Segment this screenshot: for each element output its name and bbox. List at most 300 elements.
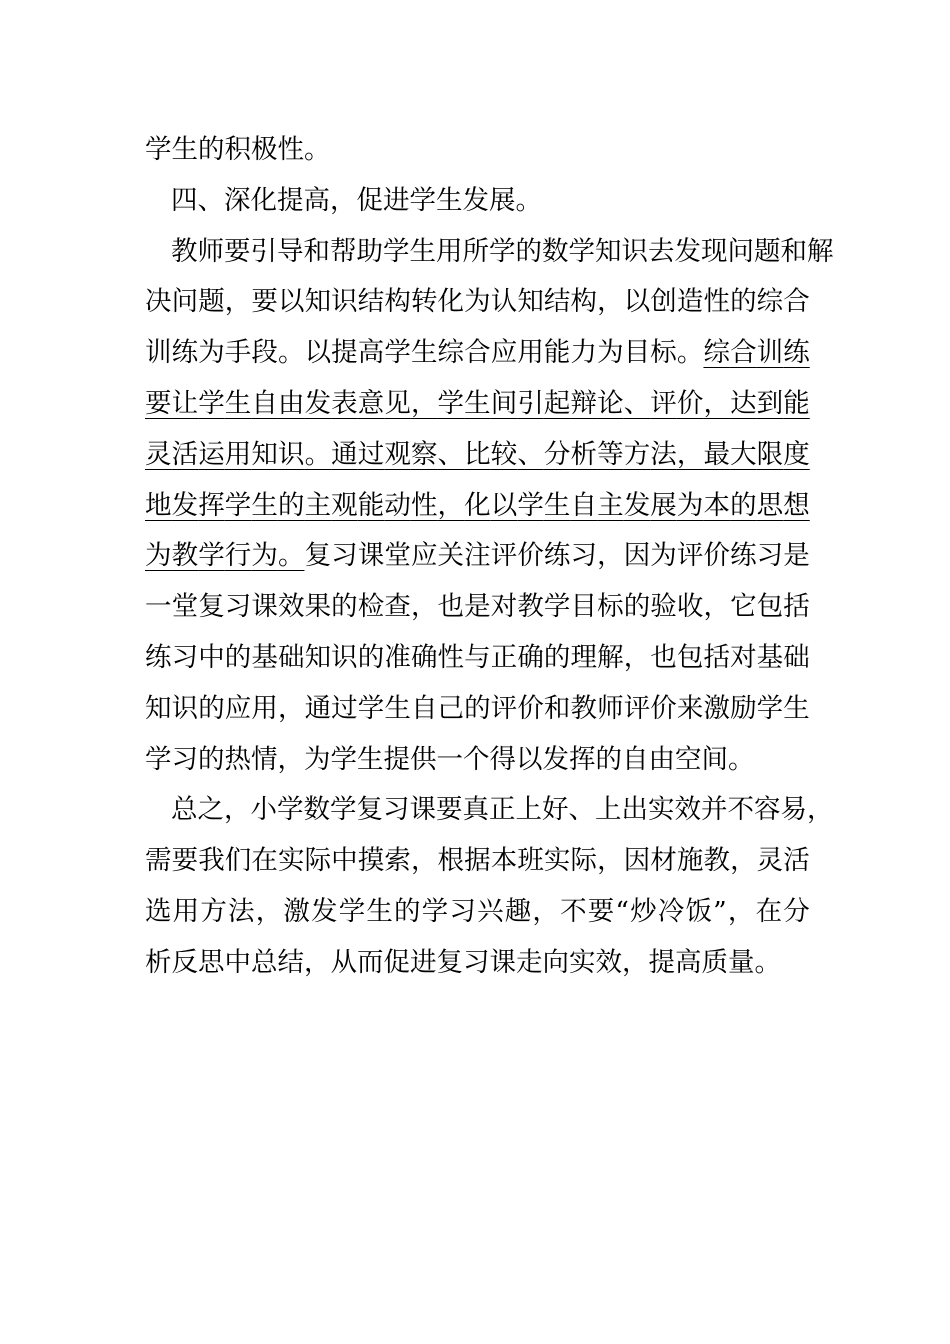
text-line (145, 633, 810, 684)
text-char: ， (807, 794, 834, 826)
text-char: 索 (384, 845, 411, 877)
text-char: ， (330, 184, 357, 216)
text-char: 、 (568, 794, 595, 826)
underlined-char: 生 (224, 387, 252, 419)
text-char: 趣 (504, 895, 532, 927)
underlined-char: 论 (597, 387, 624, 419)
text-char: 饭 (685, 895, 712, 927)
underlined-char: 让 (171, 387, 199, 419)
text-char: 过 (331, 692, 358, 724)
text-char: 选 (145, 895, 172, 927)
underlined-char: ， (676, 438, 704, 470)
text-char: 它 (730, 591, 757, 623)
text-char: 用 (517, 337, 544, 369)
text-char: ， (224, 286, 252, 318)
text-char: 向 (542, 946, 569, 978)
text-char: 习 (224, 591, 252, 623)
underlined-char: 的 (730, 489, 757, 521)
text-line (145, 328, 810, 379)
text-char: 确 (517, 641, 544, 673)
text-char: 用 (251, 692, 278, 724)
underlined-char: 限 (756, 438, 784, 470)
text-char: 、 (197, 184, 224, 216)
text-char: 生 (783, 692, 810, 724)
text-char: 要 (171, 845, 199, 877)
underlined-char: 训 (756, 337, 784, 369)
text-char: 复 (356, 794, 383, 826)
text-char: 深 (224, 184, 251, 216)
text-char: 基 (251, 641, 278, 673)
text-char: 高 (675, 946, 702, 978)
text-char: 。 (277, 337, 305, 369)
text-char: 据 (464, 845, 491, 877)
underlined-char: 到 (756, 387, 784, 419)
text-char: 目 (623, 337, 651, 369)
text-char: ， (727, 895, 755, 927)
text-char: 导 (277, 235, 304, 267)
text-char: 包 (756, 591, 784, 623)
text-char: 括 (703, 641, 730, 673)
underlined-char: 生 (251, 489, 278, 521)
text-char: 根 (437, 845, 465, 877)
text-char: 性 (277, 134, 304, 165)
text-char: 一 (436, 743, 463, 775)
text-line (145, 938, 810, 989)
text-char: 通 (304, 692, 332, 724)
underlined-char: 过 (357, 438, 385, 470)
text-char: ， (730, 845, 757, 877)
text-char: 复 (304, 540, 332, 572)
text-char: 应 (490, 337, 518, 369)
underlined-char: 灵 (145, 438, 172, 470)
text-char: 促 (383, 946, 410, 978)
text-char: 题 (198, 286, 225, 318)
text-line (145, 379, 810, 430)
text-char: 实 (277, 845, 305, 877)
text-line (145, 430, 810, 481)
underlined-char: 发 (171, 489, 199, 521)
text-char: 之 (197, 794, 224, 826)
underlined-char: 发 (304, 387, 332, 419)
text-char: 的 (623, 591, 651, 623)
text-char: 为 (198, 337, 225, 369)
underlined-char: 生 (543, 489, 571, 521)
text-char: ， (255, 895, 283, 927)
text-char: 效 (595, 946, 622, 978)
text-char: 识 (621, 235, 648, 267)
text-char: 评 (490, 540, 518, 572)
underlined-char: 想 (783, 489, 810, 521)
text-char: 学 (409, 184, 436, 216)
text-char: 炒 (630, 895, 657, 927)
text-char: 学 (145, 134, 172, 165)
text-char: 极 (251, 134, 278, 165)
text-char: 学 (384, 337, 411, 369)
text-char: 学 (756, 692, 784, 724)
text-char: 效 (277, 591, 305, 623)
text-char: 问 (171, 286, 199, 318)
text-char: 验 (650, 591, 677, 623)
underlined-char: ， (703, 387, 730, 419)
text-char: 习 (756, 540, 784, 572)
text-char: 基 (756, 641, 784, 673)
text-char: 标 (597, 591, 624, 623)
text-char: 容 (754, 794, 781, 826)
underlined-char: 为 (676, 489, 704, 521)
text-char: 的 (198, 743, 225, 775)
text-char: 习 (171, 743, 198, 775)
text-char: 要 (587, 895, 615, 927)
text-char: 用 (436, 235, 463, 267)
underlined-char: 观 (384, 438, 411, 470)
text-char: 不 (560, 895, 587, 927)
underlined-char: 综 (703, 337, 730, 369)
text-char: 转 (410, 286, 438, 318)
text-char: 的 (543, 641, 571, 673)
text-char: 本 (490, 845, 518, 877)
text-char: 是 (464, 591, 491, 623)
text-char: 评 (676, 540, 704, 572)
text-char: 生 (409, 235, 436, 267)
underlined-char: 主 (597, 489, 624, 521)
text-char: 。 (515, 184, 542, 216)
text-char: 应 (224, 692, 252, 724)
text-line (145, 531, 810, 582)
text-char: 生 (384, 692, 411, 724)
text-char: 问 (727, 235, 754, 267)
text-char: 础 (783, 641, 810, 673)
underlined-char: 以 (490, 489, 518, 521)
text-char: 量 (728, 946, 755, 978)
text-char: 的 (198, 134, 225, 165)
text-char: 知 (517, 286, 544, 318)
underlined-char: 大 (730, 438, 757, 470)
underlined-char: 见 (384, 387, 411, 419)
text-char: 习 (331, 540, 358, 572)
underlined-char: 评 (650, 387, 677, 419)
text-char: 理 (570, 641, 597, 673)
text-char: 应 (410, 540, 438, 572)
text-char: 包 (676, 641, 704, 673)
text-char: 解 (807, 235, 834, 267)
text-char: 进 (383, 184, 410, 216)
text-char: 题 (754, 235, 781, 267)
text-line (145, 481, 810, 532)
text-char: 也 (437, 591, 465, 623)
text-char: 冷 (657, 895, 685, 927)
underlined-char: 教 (171, 540, 199, 572)
text-char: 课 (489, 946, 516, 978)
underlined-char: 通 (331, 438, 358, 470)
text-char: 的 (331, 591, 358, 623)
underlined-char: 间 (490, 387, 518, 419)
text-char: 为 (597, 337, 624, 369)
text-char: 发 (674, 235, 701, 267)
text-char: 的 (595, 743, 622, 775)
text-char: 结 (543, 286, 571, 318)
underlined-char: 辩 (570, 387, 597, 419)
text-char: 也 (650, 641, 677, 673)
body-text (145, 125, 834, 989)
text-char: 练 (145, 641, 172, 673)
text-char: ， (622, 946, 649, 978)
text-char: 合 (783, 286, 810, 318)
text-char: 师 (597, 692, 624, 724)
text-char: ， (597, 845, 624, 877)
underlined-char: 地 (145, 489, 172, 521)
underlined-char: 学 (224, 489, 252, 521)
text-char: 展 (489, 184, 516, 216)
underlined-char: 活 (171, 438, 199, 470)
text-char: 实 (648, 794, 675, 826)
text-char: 力 (570, 337, 597, 369)
text-char: 数 (303, 794, 330, 826)
underlined-char: 等 (597, 438, 624, 470)
text-line (145, 887, 810, 938)
text-char: 为 (650, 540, 677, 572)
text-char: ， (532, 895, 559, 927)
underlined-char: 、 (437, 438, 465, 470)
text-char: 学 (489, 235, 516, 267)
text-char: 实 (569, 946, 596, 978)
text-char: 的 (515, 235, 542, 267)
text-char: 四 (171, 184, 198, 216)
text-char: 法 (228, 895, 255, 927)
text-char: 。 (728, 743, 755, 775)
text-char: 个 (463, 743, 490, 775)
text-char: ， (623, 641, 651, 673)
text-char: 为 (304, 743, 331, 775)
text-char: 化 (250, 184, 277, 216)
text-char: 中 (224, 946, 251, 978)
text-char: 现 (701, 235, 728, 267)
text-char: 供 (410, 743, 437, 775)
text-char: 堂 (384, 540, 411, 572)
underlined-char: 主 (304, 489, 332, 521)
text-char: 课 (357, 540, 385, 572)
underlined-char: 学 (198, 540, 225, 572)
text-char: 来 (676, 692, 704, 724)
text-char: ， (304, 946, 331, 978)
text-char: 对 (490, 591, 518, 623)
text-char: 引 (250, 235, 277, 267)
text-char: 正 (489, 794, 516, 826)
text-char: 需 (145, 845, 172, 877)
text-char: 和 (780, 235, 807, 267)
underlined-char: 比 (464, 438, 491, 470)
underlined-char: 的 (277, 489, 305, 521)
underlined-char: 最 (703, 438, 730, 470)
underlined-char: 、 (517, 438, 544, 470)
underlined-char: 展 (650, 489, 677, 521)
text-char: 材 (650, 845, 677, 877)
text-char: 知 (145, 692, 172, 724)
text-char: 去 (648, 235, 675, 267)
text-char: 习 (171, 641, 199, 673)
text-char: 教 (517, 591, 544, 623)
text-char: 结 (357, 286, 385, 318)
text-char: 学 (330, 743, 357, 775)
text-char: 帮 (330, 235, 357, 267)
text-char: 学 (145, 743, 172, 775)
text-char: 数 (542, 235, 569, 267)
text-char: 发 (311, 895, 338, 927)
underlined-char: 合 (730, 337, 757, 369)
underlined-char: 观 (331, 489, 358, 521)
text-char: 收 (676, 591, 704, 623)
text-char: 以 (516, 743, 543, 775)
underlined-char: 价 (676, 387, 704, 419)
text-line (145, 125, 810, 176)
text-char: 教 (703, 845, 730, 877)
text-char: 以 (623, 286, 651, 318)
text-char: 中 (198, 641, 225, 673)
text-char: 知 (304, 641, 332, 673)
text-char: 段 (251, 337, 278, 369)
text-char: 学 (330, 794, 357, 826)
text-char: 学 (277, 794, 304, 826)
text-char: 性 (437, 641, 465, 673)
underlined-char: 学 (198, 387, 225, 419)
text-char: 认 (490, 286, 518, 318)
text-char: 学 (543, 591, 571, 623)
text-char: 和 (303, 235, 330, 267)
underlined-char: 。 (277, 540, 305, 572)
text-char: 总 (171, 794, 198, 826)
text-char: ， (410, 591, 438, 623)
text-char: 一 (145, 591, 172, 623)
text-char: 础 (277, 641, 305, 673)
text-char: 习 (463, 946, 490, 978)
underlined-char: 法 (650, 438, 677, 470)
underlined-char: 识 (277, 438, 305, 470)
text-line (145, 277, 810, 328)
text-char: 训 (145, 337, 172, 369)
text-char: 习 (570, 540, 597, 572)
text-char: 走 (516, 946, 543, 978)
underlined-char: 本 (703, 489, 730, 521)
text-char: 识 (171, 692, 199, 724)
underlined-char: 为 (145, 540, 172, 572)
text-char: 效 (674, 794, 701, 826)
text-char: 知 (304, 286, 332, 318)
text-char: 际 (304, 845, 332, 877)
text-char: 和 (543, 692, 571, 724)
text-char: 。 (304, 134, 331, 165)
text-char: 思 (198, 946, 225, 978)
text-char: 的 (464, 692, 491, 724)
text-char: ” (713, 895, 727, 927)
text-char: 结 (277, 946, 304, 978)
text-char: 果 (304, 591, 332, 623)
text-char: 学 (338, 895, 366, 927)
text-char: 识 (331, 641, 358, 673)
text-char: 关 (437, 540, 465, 572)
text-char: ， (277, 743, 304, 775)
text-char: 所 (462, 235, 489, 267)
text-char: 括 (783, 591, 810, 623)
text-char: 己 (437, 692, 465, 724)
text-char: 综 (437, 337, 465, 369)
text-char: 。 (754, 946, 781, 978)
text-char: 性 (703, 286, 730, 318)
text-char: 解 (597, 641, 624, 673)
text-char: 促 (356, 184, 383, 216)
text-char: 并 (701, 794, 728, 826)
text-char: 学 (421, 895, 449, 927)
text-char: 进 (410, 946, 437, 978)
text-char: ， (703, 591, 730, 623)
text-char: 的 (224, 641, 252, 673)
text-line (145, 176, 810, 227)
text-char: 生 (410, 337, 438, 369)
text-char: 以 (277, 286, 305, 318)
underlined-char: 分 (543, 438, 571, 470)
underlined-char: 表 (331, 387, 358, 419)
text-char: 积 (224, 134, 251, 165)
underlined-char: 方 (623, 438, 651, 470)
text-char: 提 (277, 184, 304, 216)
text-char: 识 (331, 286, 358, 318)
text-char: 生 (357, 743, 384, 775)
text-char: ， (224, 794, 251, 826)
text-char: 要 (436, 794, 463, 826)
text-char: 我 (198, 845, 225, 877)
text-char: 注 (464, 540, 491, 572)
underlined-char: 化 (464, 489, 491, 521)
underlined-char: 察 (410, 438, 438, 470)
text-char: 堂 (171, 591, 199, 623)
text-char: 以 (304, 337, 332, 369)
text-line (145, 785, 834, 836)
text-char: 用 (172, 895, 200, 927)
underlined-char: ， (437, 489, 465, 521)
underlined-char: ， (410, 387, 438, 419)
text-char: 准 (384, 641, 411, 673)
text-char: 要 (251, 286, 278, 318)
text-char: 提 (383, 743, 410, 775)
text-char: 摸 (357, 845, 385, 877)
underlined-char: 用 (224, 438, 252, 470)
text-char: 教 (570, 692, 597, 724)
text-char: 提 (331, 337, 358, 369)
text-char: 创 (650, 286, 677, 318)
text-char: 发 (542, 743, 569, 775)
text-char: 发 (462, 184, 489, 216)
text-char: 生 (436, 184, 463, 216)
text-char: 复 (198, 591, 225, 623)
text-char: 标 (650, 337, 677, 369)
text-char: 因 (623, 540, 651, 572)
text-char: 自 (622, 743, 649, 775)
text-char: 价 (650, 692, 677, 724)
text-char: 出 (621, 794, 648, 826)
text-char: 检 (357, 591, 385, 623)
text-char: 课 (251, 591, 278, 623)
text-char: 价 (517, 540, 544, 572)
text-char: 得 (489, 743, 516, 775)
text-char: 上 (515, 794, 542, 826)
text-char: 对 (730, 641, 757, 673)
text-char: 练 (543, 540, 571, 572)
underlined-char: 运 (198, 438, 225, 470)
text-char: 复 (436, 946, 463, 978)
underlined-char: 度 (783, 438, 810, 470)
text-line (145, 836, 810, 887)
underlined-char: 较 (490, 438, 518, 470)
text-line (145, 684, 810, 735)
text-char: 评 (490, 692, 518, 724)
